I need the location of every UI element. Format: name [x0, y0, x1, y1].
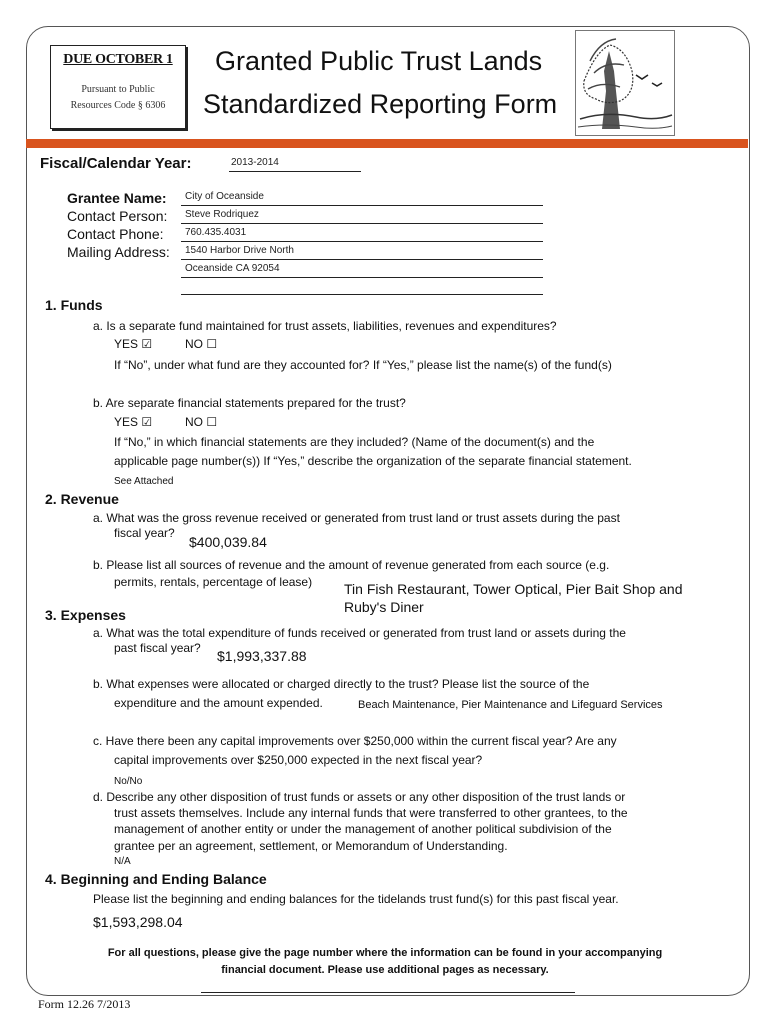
header-accent-band	[26, 139, 748, 148]
pursuant-line-2: Resources Code § 6306	[70, 100, 166, 111]
expenses-question-c-2: capital improvements over $250,000 expected in the next fiscal year?	[114, 753, 483, 767]
section-revenue-heading: 2. Revenue	[45, 491, 119, 507]
pursuant-line-1: Pursuant to Public	[81, 84, 155, 95]
tree-logo-icon	[576, 31, 674, 135]
revenue-b-answer-1[interactable]: Tin Fish Restaurant, Tower Optical, Pier Bait Shop and	[344, 581, 683, 597]
revenue-question-b-1: b. Please list all sources of revenue and the amount of revenue generated from each source (e.g.	[93, 558, 610, 572]
contact-person-label: Contact Person:	[67, 208, 168, 224]
funds-a-followup: If “No”, under what fund are they accounted for? If “Yes,” please list the name(s) of the fund(s)	[114, 358, 612, 372]
footer-note-1: For all questions, please give the page number where the information can be found in your accompanying	[107, 947, 663, 959]
revenue-question-b-2: permits, rentals, percentage of lease)	[114, 575, 313, 589]
mailing-address-line-2[interactable]: Oceanside CA 92054	[185, 263, 280, 274]
section-expenses-heading: 3. Expenses	[45, 607, 126, 623]
expenses-a-answer[interactable]: $1,993,337.88	[217, 648, 307, 664]
footer-rule	[201, 992, 575, 993]
revenue-question-a-1: a. What was the gross revenue received or generated from trust land or trust assets during the past	[93, 511, 620, 525]
mailing-address-underline-1	[181, 259, 543, 260]
expenses-d-answer[interactable]: N/A	[114, 856, 131, 867]
grantee-name-field[interactable]: City of Oceanside	[185, 191, 264, 202]
state-lands-logo	[575, 30, 675, 136]
contact-person-field[interactable]: Steve Rodriquez	[185, 209, 259, 220]
expenses-question-d-2: trust assets themselves. Include any internal funds that were transferred to other grantees, to the	[114, 806, 628, 820]
mailing-address-underline-2	[181, 277, 543, 278]
expenses-question-c-1: c. Have there been any capital improvements over $250,000 within the current fiscal year? Are any	[93, 734, 617, 748]
grantee-name-underline	[181, 205, 543, 206]
funds-b-no-checkbox[interactable]: NO ☐	[185, 415, 218, 429]
revenue-a-answer[interactable]: $400,039.84	[189, 534, 267, 550]
funds-question-a: a. Is a separate fund maintained for trust assets, liabilities, revenues and expenditures?	[93, 319, 557, 333]
due-date-box	[50, 45, 186, 129]
balance-question: Please list the beginning and ending balances for the tidelands trust fund(s) for this past fiscal year.	[93, 892, 619, 906]
fiscal-year-underline	[229, 171, 361, 172]
expenses-question-b-2: expenditure and the amount expended.	[114, 696, 323, 710]
contact-phone-field[interactable]: 760.435.4031	[185, 227, 247, 238]
footer-note-2: financial document. Please use additional pages as necessary.	[221, 964, 549, 976]
contact-phone-label: Contact Phone:	[67, 226, 164, 242]
expenses-question-b-1: b. What expenses were allocated or charged directly to the trust? Please list the source of the	[93, 677, 590, 691]
revenue-b-answer-2[interactable]: Ruby's Diner	[344, 599, 424, 615]
funds-a-yes-checkbox[interactable]: YES ☑	[114, 337, 153, 351]
fiscal-year-field[interactable]: 2013-2014	[231, 157, 279, 168]
expenses-question-d-3: management of another entity or under the management of another political subdivision of the	[114, 822, 612, 836]
grantee-name-label: Grantee Name:	[67, 190, 167, 206]
form-title-line-1: Granted Public Trust Lands	[215, 46, 543, 76]
balance-answer[interactable]: $1,593,298.04	[93, 914, 183, 930]
expenses-question-a-2: past fiscal year?	[114, 641, 201, 655]
funds-b-followup-1: If “No,” in which financial statements are they included? (Name of the document(s) and the	[114, 435, 595, 449]
funds-b-yes-checkbox[interactable]: YES ☑	[114, 415, 153, 429]
fiscal-year-label: Fiscal/Calendar Year:	[40, 155, 192, 172]
funds-question-b: b. Are separate financial statements prepared for the trust?	[93, 396, 406, 410]
expenses-question-a-1: a. What was the total expenditure of funds received or generated from trust land or assets during the	[93, 626, 626, 640]
mailing-address-label: Mailing Address:	[67, 244, 170, 260]
mailing-address-line-1[interactable]: 1540 Harbor Drive North	[185, 245, 294, 256]
contact-phone-underline	[181, 241, 543, 242]
funds-b-answer[interactable]: See Attached	[114, 476, 174, 487]
expenses-question-d-1: d. Describe any other disposition of trust funds or assets or any other disposition of the trust lands or	[93, 790, 626, 804]
expenses-question-d-4: grantee per an agreement, settlement, or Memorandum of Understanding.	[114, 839, 508, 853]
form-number: Form 12.26 7/2013	[38, 997, 131, 1011]
funds-b-followup-2: applicable page number(s)) If “Yes,” describe the organization of the separate financial statement.	[114, 454, 632, 468]
expenses-c-answer[interactable]: No/No	[114, 776, 143, 787]
due-date-label: DUE OCTOBER 1	[63, 52, 173, 67]
form-title-line-2: Standardized Reporting Form	[203, 89, 558, 119]
section-balance-heading: 4. Beginning and Ending Balance	[45, 871, 267, 887]
funds-a-no-checkbox[interactable]: NO ☐	[185, 337, 218, 351]
expenses-b-answer[interactable]: Beach Maintenance, Pier Maintenance and Lifeguard Services	[358, 699, 663, 711]
contact-person-underline	[181, 223, 543, 224]
mailing-address-underline-3	[181, 294, 543, 295]
revenue-question-a-2: fiscal year?	[114, 526, 175, 540]
section-funds-heading: 1. Funds	[45, 297, 103, 313]
